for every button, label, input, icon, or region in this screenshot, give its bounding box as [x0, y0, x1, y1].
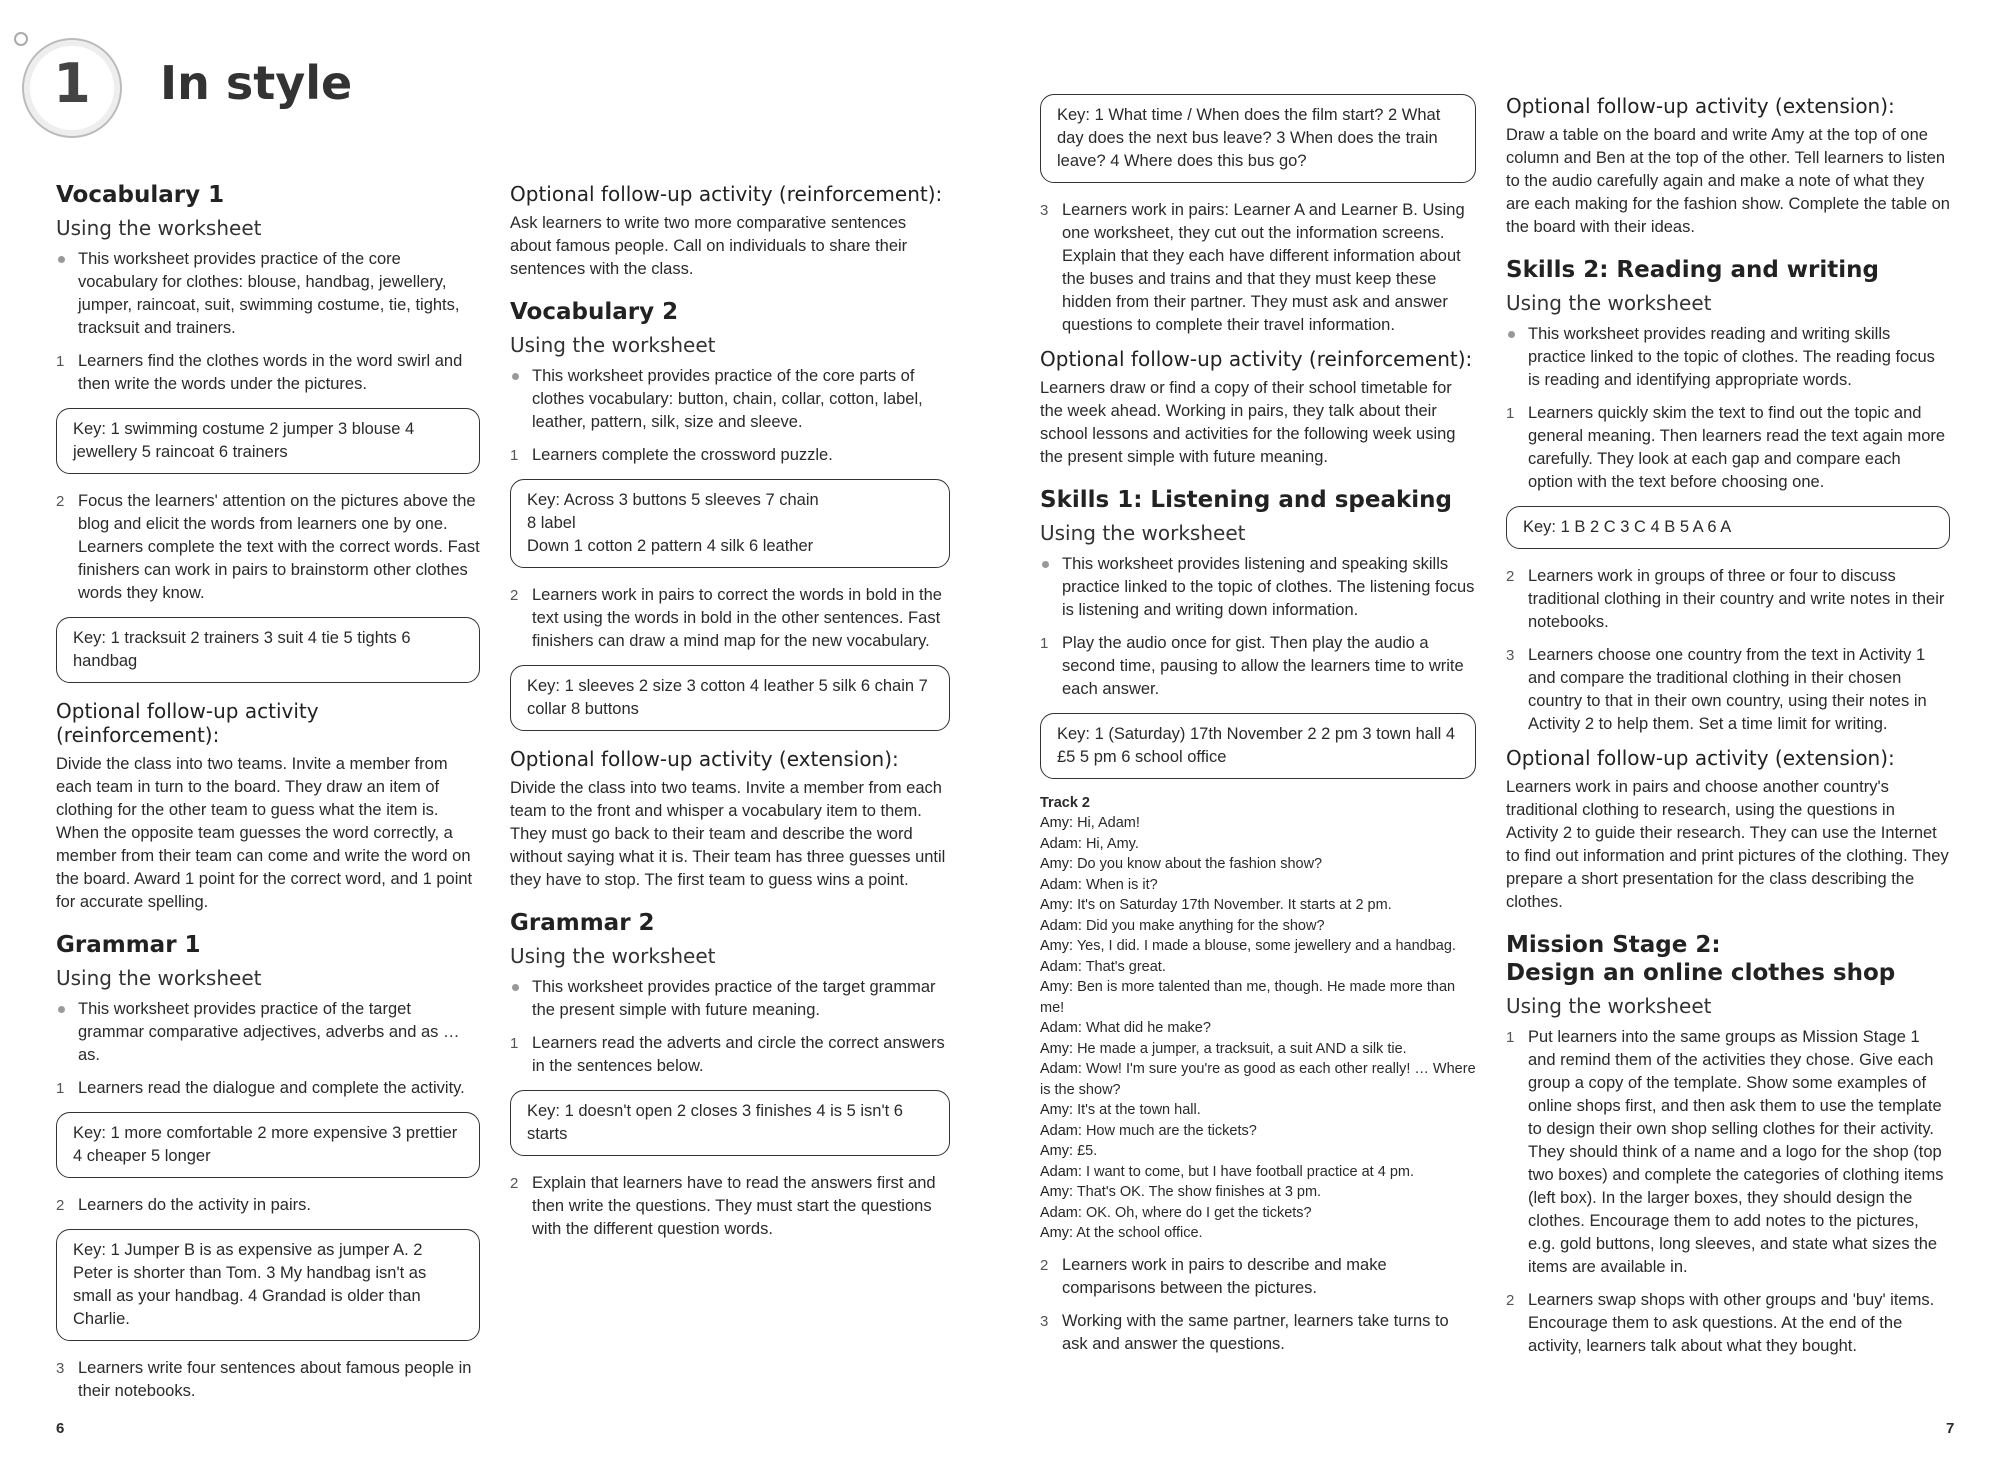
speaker-label: Amy: [1040, 897, 1074, 913]
answer-key-box: Key: 1 What time / When does the film start? 2 What day does the next bus leave? 3 When does the train leave? 4 Where does this bus go? [1040, 94, 1476, 183]
mission-section [1506, 932, 1950, 1358]
page-number-right: 7 [1946, 1420, 1955, 1437]
vocabulary-2-section [510, 299, 950, 892]
optional-activity-heading: Optional follow-up activity (reinforcement): [1040, 347, 1473, 371]
list-item: 3 Learners write four sentences about famous people in their notebooks. [56, 1359, 472, 1400]
list-item: 1 Learners read the adverts and circle the correct answers in the sentences below. [510, 1034, 945, 1075]
skills-1-section [1040, 487, 1476, 1356]
optional-activity-heading: Optional follow-up activity (extension): [1506, 746, 1895, 770]
list-item: 1 Learners find the clothes words in the word swirl and then write the words under the pictures. [56, 352, 463, 393]
speech-text: It's on Saturday 17th November. It starts at 2 pm. [1077, 897, 1392, 913]
column-4 [1506, 94, 1950, 1368]
speaker-label: Adam: [1040, 1163, 1082, 1180]
list-item: 2 Learners swap shops with other groups and 'buy' items. Encourage them to ask questions. At the end of the activity, learners talk about what they bought. [1506, 1291, 1935, 1355]
speech-text: How much are the tickets? [1085, 1122, 1257, 1139]
skills-2-subheading: Using the worksheet [1506, 291, 1712, 315]
speech-text: Do you know about the fashion show? [1077, 856, 1323, 872]
answer-key-box: Key: 1 more comfortable 2 more expensive 3 prettier 4 cheaper 5 longer [56, 1112, 480, 1178]
speech-text: It's at the town hall. [1077, 1102, 1201, 1118]
skills-2-heading: Skills 2: Reading and writing [1506, 257, 1879, 283]
transcript-line [1040, 977, 1476, 1018]
speaker-label: Adam: [1040, 1204, 1082, 1221]
skills-1-heading: Skills 1: Listening and speaking [1040, 487, 1453, 513]
unit-badge [22, 38, 122, 138]
transcript-line [1040, 895, 1476, 916]
list-item: This worksheet provides practice of the target grammar the present simple with future meaning. [510, 976, 950, 1022]
speech-text: He made a jumper, a tracksuit, a suit AND a silk tie. [1077, 1040, 1407, 1057]
transcript-line [1040, 1162, 1476, 1183]
bullet-icon [512, 373, 519, 380]
grammar-1-section [56, 932, 480, 1403]
vocabulary-2-subheading: Using the worksheet [510, 333, 716, 357]
speaker-label: Amy: [1040, 815, 1074, 831]
vocabulary-1-subheading: Using the worksheet [56, 216, 262, 240]
speech-text: I want to come, but I have football practice at 4 pm. [1085, 1163, 1414, 1180]
answer-key-box: Key: 1 doesn't open 2 closes 3 finishes 4 is 5 isn't 6 starts [510, 1090, 950, 1156]
transcript-line [1040, 813, 1476, 834]
transcript-line [1040, 1223, 1476, 1244]
answer-key-box: Key: 1 Jumper B is as expensive as jumper A. 2 Peter is shorter than Tom. 3 My handbag isn't as small as your handbag. 4 Grandad is older than Charlie. [56, 1229, 480, 1341]
grammar-2-section [510, 910, 950, 1241]
optional-activity-heading: Optional follow-up activity (reinforcement): [510, 182, 943, 206]
speech-text: When is it? [1085, 876, 1158, 893]
answer-key-box: Key: 1 tracksuit 2 trainers 3 suit 4 tie 5 tights 6 handbag [56, 617, 480, 683]
transcript-line [1040, 1100, 1476, 1121]
speaker-label: Adam: [1040, 917, 1082, 934]
speaker-label: Adam: [1040, 876, 1082, 893]
bullet-icon [1042, 561, 1049, 568]
grammar-2-subheading: Using the worksheet [510, 944, 716, 968]
vocabulary-2-heading: Vocabulary 2 [510, 299, 679, 325]
grammar-2-heading: Grammar 2 [510, 910, 655, 936]
list-item: 1 Put learners into the same groups as Mission Stage 1 and remind them of the activities they chose. Give each group a copy of the template. Show some examples of online shops first, and then ask them to use the template to design their own shop selling clothes for their activity. They should think of a name and a logo for the shop (top two boxes) and complete the categories of clothing items (left box). In the larger boxes, they should design the clothes. Encourage them to add notes to the pictures, e.g. gold buttons, long sleeves, and state what sizes the items are available in. [1506, 1028, 1944, 1276]
speaker-label: Amy: [1040, 979, 1074, 995]
transcript-line [1040, 854, 1476, 875]
track-transcript [1040, 813, 1476, 1244]
list-item: 2 Learners do the activity in pairs. [56, 1196, 311, 1214]
list-item: This worksheet provides practice of the target grammar comparative adjectives, adverbs and as … as. [56, 998, 480, 1067]
optional-activity-text: Learners work in pairs and choose another country's traditional clothing to research, using the questions in Activity 2 to guide their research. They can use the Internet to find out information and print pictures of the clothing. They prepare a short presentation for the class describing the clothes. [1506, 778, 1949, 911]
list-item: 3 Working with the same partner, learners take turns to ask and answer the questions. [1040, 1311, 1449, 1353]
answer-key-box: Key: 1 sleeves 2 size 3 cotton 4 leather 5 silk 6 chain 7 collar 8 buttons [510, 665, 950, 731]
answer-key-box [510, 479, 950, 568]
list-item: 2 Learners work in groups of three or four to discuss traditional clothing in their country and write notes in their notebooks. [1506, 567, 1945, 631]
list-item: 2 Learners work in pairs to correct the words in bold in the text using the words in bold in the other sentences. Fast finishers can draw a mind map for the new vocabulary. [510, 586, 942, 650]
grammar-1-heading: Grammar 1 [56, 932, 201, 958]
vocabulary-1-heading: Vocabulary 1 [56, 182, 225, 208]
speaker-label: Amy: [1040, 1040, 1074, 1057]
speech-text: Wow! I'm sure you're as good as each other really! … Where is the show? [1040, 1061, 1476, 1098]
transcript-line [1040, 916, 1476, 937]
list-item: This worksheet provides listening and speaking skills practice linked to the topic of clothes. The listening focus is listening and writing down information. [1040, 553, 1476, 622]
page-number-left: 6 [56, 1420, 65, 1437]
list-item: 1 Learners quickly skim the text to find out the topic and general meaning. Then learners read the text again more carefully. They look at each gap and compare each option with the text before choosing one. [1506, 404, 1946, 491]
optional-activity-heading: Optional follow-up activity (extension): [1506, 94, 1895, 118]
answer-key-box: Key: 1 (Saturday) 17th November 2 2 pm 3 town hall 4 £5 5 pm 6 school office [1040, 713, 1476, 779]
speaker-label: Amy: [1040, 1184, 1074, 1200]
transcript-line [1040, 936, 1476, 957]
list-item: 2 Learners work in pairs to describe and make comparisons between the pictures. [1040, 1255, 1387, 1297]
mission-heading-2: Design an online clothes shop [1506, 960, 1896, 986]
track-title: Track 2 [1040, 795, 1090, 811]
bullet-icon [58, 1006, 65, 1013]
unit-title: In style [160, 56, 353, 110]
speaker-label: Adam: [1040, 1061, 1082, 1077]
optional-activity-text: Ask learners to write two more comparative sentences about famous people. Call on individuals to share their sentences with the class. [510, 214, 908, 278]
transcript-line [1040, 1039, 1476, 1060]
key-line: 8 label [527, 514, 576, 532]
optional-activity-text: Learners draw or find a copy of their school timetable for the week ahead. Working in pairs, they talk about their school lessons and activities for the following week using the present simple with future meaning. [1040, 379, 1456, 466]
badge-dot [14, 32, 28, 46]
optional-activity-heading: Optional follow-up activity (extension): [510, 747, 899, 771]
unit-number: 1 [53, 52, 91, 115]
optional-activity-text: Draw a table on the board and write Amy at the top of one column and Ben at the top of the other. Tell learners to listen to the audio carefully again and make a note of what they are each making for the fashion show. Complete the table on the board with their ideas. [1506, 126, 1950, 236]
speaker-label: Amy: [1040, 938, 1074, 954]
list-item: 3 Learners choose one country from the text in Activity 1 and compare the traditional clothing in their chosen country to that in their own country, using their notes in Activity 2 to help them. Set a time limit for writing. [1506, 646, 1927, 733]
speaker-label: Amy: [1040, 1143, 1074, 1159]
grammar-1-subheading: Using the worksheet [56, 966, 262, 990]
speaker-label: Amy: [1040, 1225, 1074, 1241]
list-item: 2 Explain that learners have to read the answers first and then write the questions. They must start the questions with the different question words. [510, 1174, 936, 1238]
speaker-label: Adam: [1040, 1020, 1082, 1036]
transcript-line [1040, 957, 1476, 978]
speech-text: Did you make anything for the show? [1085, 917, 1325, 934]
list-item: This worksheet provides reading and writing skills practice linked to the topic of clothes. The reading focus is reading and identifying appropriate words. [1506, 323, 1950, 392]
speaker-label: Adam: [1040, 835, 1082, 852]
speaker-label: Adam: [1040, 958, 1082, 975]
list-item: 3 Learners work in pairs: Learner A and Learner B. Using one worksheet, they cut out the information screens. Explain that they each have different information about the buses and trains and that they must keep these hidden from their partner. They must ask and answer questions to complete their travel information. [1040, 201, 1465, 334]
mission-subheading: Using the worksheet [1506, 994, 1712, 1018]
key-line: Key: Across 3 buttons 5 sleeves 7 chain [527, 491, 819, 509]
speech-text: At the school office. [1076, 1225, 1203, 1241]
transcript-line [1040, 834, 1476, 855]
speech-text: That's great. [1085, 958, 1166, 975]
optional-activity-heading: Optional follow-up activity (reinforcement): [56, 699, 319, 747]
transcript-line [1040, 1203, 1476, 1224]
optional-activity-text: Divide the class into two teams. Invite a member from each team to the front and whisper a vocabulary item to them. They must go back to their team and describe the word without saying what it is. Their team has three guesses until they have to stop. The first team to guess wins a point. [510, 779, 946, 889]
optional-activity-text: Divide the class into two teams. Invite a member from each team in turn to the board. They draw an item of clothing for the other team to guess what the item is. When the opposite team guesses the word correctly, a member from their team can come and write the word on the board. Award 1 point for the correct word, and 1 point for accurate spelling. [56, 755, 473, 911]
bullet-icon [58, 256, 65, 263]
speech-text: Yes, I did. I made a blouse, some jewellery and a handbag. [1076, 938, 1456, 954]
transcript-line [1040, 875, 1476, 896]
list-item: 1 Play the audio once for gist. Then play the audio a second time, pausing to allow the learners time to write each answer. [1040, 634, 1464, 698]
bullet-icon [1508, 331, 1515, 338]
speech-text: Hi, Amy. [1085, 835, 1139, 852]
speech-text: Hi, Adam! [1077, 815, 1140, 831]
answer-key-box: Key: 1 swimming costume 2 jumper 3 blouse 4 jewellery 5 raincoat 6 trainers [56, 408, 480, 474]
speech-text: What did he make? [1085, 1020, 1211, 1036]
speech-text: OK. Oh, where do I get the tickets? [1085, 1204, 1312, 1221]
transcript-line [1040, 1182, 1476, 1203]
bullet-icon [512, 984, 519, 991]
transcript-line [1040, 1121, 1476, 1142]
transcript-line [1040, 1018, 1476, 1039]
list-item: This worksheet provides practice of the core parts of clothes vocabulary: button, chain, collar, cotton, label, leather, pattern, silk, size and sleeve. [510, 365, 950, 434]
mission-heading-1: Mission Stage 2: [1506, 932, 1721, 958]
speech-text: Ben is more talented than me, though. He made more than me! [1040, 979, 1456, 1016]
transcript-line [1040, 1059, 1476, 1100]
column-1 [56, 182, 480, 1413]
column-3 [1040, 94, 1476, 1366]
skills-2-section [1506, 257, 1950, 914]
list-item: This worksheet provides practice of the core vocabulary for clothes: blouse, handbag, jewellery, jumper, raincoat, suit, swimming costume, tie, tights, tracksuit and trainers. [56, 248, 480, 340]
answer-key-box: Key: 1 B 2 C 3 C 4 B 5 A 6 A [1506, 506, 1950, 549]
speaker-label: Amy: [1040, 856, 1074, 872]
list-item: 1 Learners complete the crossword puzzle. [510, 446, 833, 464]
list-item: 2 Focus the learners' attention on the pictures above the blog and elicit the words from learners one by one. Learners complete the text with the correct words. Fast finishers can work in pairs to brainstorm other clothes words they know. [56, 492, 480, 602]
transcript-line [1040, 1141, 1476, 1162]
skills-1-subheading: Using the worksheet [1040, 521, 1246, 545]
column-2 [510, 182, 950, 1251]
key-line: Down 1 cotton 2 pattern 4 silk 6 leather [527, 537, 814, 555]
list-item: 1 Learners read the dialogue and complete the activity. [56, 1079, 465, 1097]
speech-text: That's OK. The show finishes at 3 pm. [1076, 1184, 1322, 1200]
speech-text: £5. [1077, 1143, 1098, 1159]
speaker-label: Adam: [1040, 1122, 1082, 1139]
speaker-label: Amy: [1040, 1102, 1074, 1118]
